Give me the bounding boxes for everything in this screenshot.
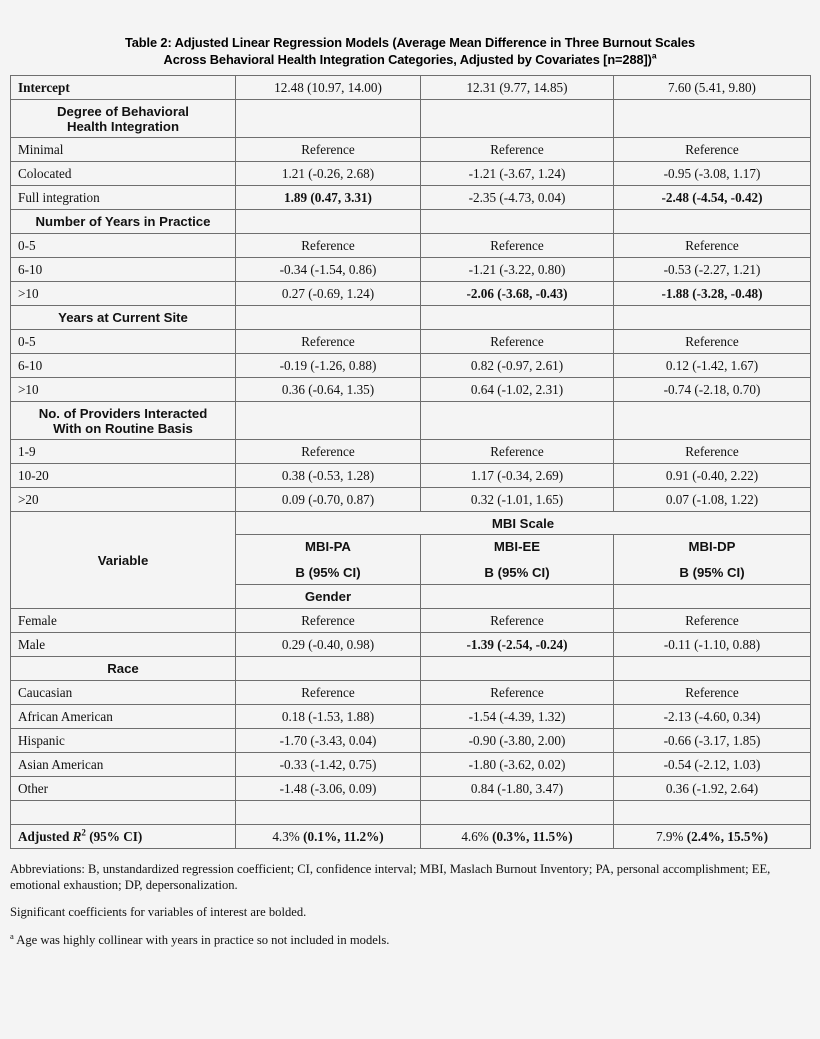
row-value: Reference	[685, 684, 739, 700]
section-empty-cell	[614, 306, 811, 330]
section-label-line-1: Race	[107, 661, 139, 676]
row-value-cell	[421, 162, 614, 186]
row-value-cell	[236, 729, 421, 753]
title-line-2: Across Behavioral Health Integration Categories, Adjusted by Covariates [n=288])	[163, 52, 652, 67]
row-value-cell	[421, 330, 614, 354]
page-title	[0, 0, 820, 75]
row-value-cell	[614, 729, 811, 753]
row-label: >10	[11, 282, 236, 306]
row-value: Reference	[490, 237, 544, 253]
row-value: Reference	[301, 333, 355, 349]
section-empty-cell	[614, 585, 811, 609]
blank-cell	[614, 801, 811, 825]
table-section-row	[11, 306, 811, 330]
header-column-mbi-pa	[236, 535, 421, 585]
rsquared-exponent: 2	[81, 827, 86, 838]
note-footnote-marker: a	[10, 930, 14, 941]
row-value-cell	[614, 464, 811, 488]
row-label: 6-10	[11, 258, 236, 282]
header-column-sub: B (95% CI)	[484, 565, 550, 580]
section-empty-cell	[236, 306, 421, 330]
row-value: 0.18 (-1.53, 1.88)	[281, 708, 375, 724]
row-value-cell	[614, 488, 811, 512]
row-value: 0.91 (-0.40, 2.22)	[665, 467, 759, 483]
row-value-cell	[614, 138, 811, 162]
row-label: >20	[11, 488, 236, 512]
row-value-cell	[236, 354, 421, 378]
row-value: Reference	[685, 333, 739, 349]
row-value-cell	[236, 633, 421, 657]
row-value-cell	[236, 440, 421, 464]
section-label	[11, 402, 236, 440]
rsquared-value-cell	[614, 825, 811, 849]
table-row	[11, 464, 811, 488]
section-empty-cell	[421, 585, 614, 609]
row-value: Reference	[490, 141, 544, 157]
section-label	[11, 210, 236, 234]
row-label: 10-20	[11, 464, 236, 488]
rsquared-label-suffix: (95% CI)	[85, 828, 143, 844]
row-value: Reference	[490, 333, 544, 349]
row-value: Reference	[685, 237, 739, 253]
table-row	[11, 234, 811, 258]
note-abbreviations: Abbreviations: B, unstandardized regression coefficient; CI, confidence interval; MBI, Maslach Burnout Inventory; PA, personal accomplishment; EE, emotional exhaustion; DP, depersonalization.	[10, 862, 771, 892]
table-row	[11, 186, 811, 210]
row-label: >10	[11, 378, 236, 402]
row-value: -2.35 (-4.73, 0.04)	[468, 189, 566, 205]
section-empty-cell	[421, 306, 614, 330]
row-value-cell	[614, 234, 811, 258]
row-label: 0-5	[11, 330, 236, 354]
row-value: 0.09 (-0.70, 0.87)	[281, 491, 375, 507]
table-row	[11, 777, 811, 801]
row-value: -0.33 (-1.42, 0.75)	[279, 756, 377, 772]
regression-table	[10, 75, 811, 849]
row-value-cell	[421, 378, 614, 402]
table-row	[11, 681, 811, 705]
row-value-cell	[614, 354, 811, 378]
rsquared-value-plain: 7.9%	[655, 828, 687, 844]
table-row	[11, 729, 811, 753]
section-empty-cell	[421, 657, 614, 681]
row-label: 1-9	[11, 440, 236, 464]
row-value: Reference	[685, 612, 739, 628]
row-value-cell	[421, 488, 614, 512]
table-row	[11, 162, 811, 186]
row-label: 0-5	[11, 234, 236, 258]
row-label: Intercept	[11, 76, 236, 100]
row-value-cell	[614, 753, 811, 777]
section-label-line-1: Degree of Behavioral	[57, 103, 189, 119]
row-value-cell	[421, 633, 614, 657]
row-value: Reference	[301, 237, 355, 253]
row-label: Full integration	[11, 186, 236, 210]
table-row	[11, 705, 811, 729]
section-label-line-1: No. of Providers Interacted	[38, 405, 208, 421]
section-empty-cell	[421, 210, 614, 234]
row-value: -1.54 (-4.39, 1.32)	[468, 708, 566, 724]
row-value-cell	[236, 76, 421, 100]
blank-cell	[11, 801, 236, 825]
rsquared-value-ci: (0.3%, 11.5%)	[492, 828, 573, 844]
table-row	[11, 282, 811, 306]
row-value: -0.74 (-2.18, 0.70)	[663, 381, 761, 397]
row-value-cell	[614, 440, 811, 464]
rsquared-value-cell	[236, 825, 421, 849]
section-empty-cell	[236, 100, 421, 138]
table-row	[11, 76, 811, 100]
row-value-cell	[236, 162, 421, 186]
row-value-cell	[614, 633, 811, 657]
table-blank-row	[11, 801, 811, 825]
section-empty-cell	[236, 210, 421, 234]
row-value: Reference	[490, 443, 544, 459]
header-column-name: MBI-PA	[305, 539, 351, 554]
row-value-cell	[236, 330, 421, 354]
header-column-sub: B (95% CI)	[679, 565, 745, 580]
row-value: -1.88 (-3.28, -0.48)	[661, 285, 763, 301]
row-value: Reference	[490, 612, 544, 628]
row-value-cell	[421, 234, 614, 258]
section-label	[11, 100, 236, 138]
row-value-cell	[614, 777, 811, 801]
note-footnote-a	[10, 930, 810, 949]
table-row	[11, 633, 811, 657]
table-section-row	[11, 657, 811, 681]
blank-cell	[421, 801, 614, 825]
row-value-cell	[421, 464, 614, 488]
row-value-cell	[421, 777, 614, 801]
row-value-cell	[614, 330, 811, 354]
row-value: 12.48 (10.97, 14.00)	[274, 79, 382, 95]
row-value-cell	[236, 464, 421, 488]
row-value: 0.32 (-1.01, 1.65)	[470, 491, 564, 507]
row-value-cell	[614, 681, 811, 705]
row-value-cell	[421, 282, 614, 306]
table-row	[11, 354, 811, 378]
blank-cell	[236, 801, 421, 825]
header-column-name: MBI-DP	[688, 539, 736, 554]
section-label	[236, 585, 421, 609]
section-label-line-1: Gender	[304, 589, 352, 604]
row-value-cell	[614, 378, 811, 402]
row-label: Colocated	[11, 162, 236, 186]
row-value-cell	[236, 753, 421, 777]
row-label: African American	[11, 705, 236, 729]
row-value-cell	[421, 138, 614, 162]
row-value: 0.36 (-1.92, 2.64)	[665, 780, 759, 796]
section-label-line-1: Years at Current Site	[58, 310, 188, 325]
header-variable: Variable	[11, 512, 236, 609]
table-row	[11, 753, 811, 777]
row-value-cell	[236, 138, 421, 162]
row-value: 0.36 (-0.64, 1.35)	[281, 381, 375, 397]
row-value: -0.34 (-1.54, 0.86)	[279, 261, 377, 277]
row-value-cell	[236, 282, 421, 306]
row-value-cell	[236, 777, 421, 801]
note-footnote-text: Age was highly collinear with years in practice so not included in models.	[13, 932, 390, 947]
row-value: 7.60 (5.41, 9.80)	[668, 79, 756, 95]
section-label-line-2: Health Integration	[66, 118, 180, 134]
row-value-cell	[236, 488, 421, 512]
row-label: Caucasian	[11, 681, 236, 705]
row-value: 1.17 (-0.34, 2.69)	[470, 467, 564, 483]
row-value: -0.95 (-3.08, 1.17)	[663, 165, 761, 181]
row-value: 0.82 (-0.97, 2.61)	[470, 357, 564, 373]
rsquared-label-prefix: Adjusted	[18, 828, 73, 844]
row-value-cell	[236, 609, 421, 633]
row-value: 1.89 (0.47, 3.31)	[284, 189, 372, 205]
header-column-name: MBI-EE	[493, 539, 541, 554]
row-value-cell	[421, 681, 614, 705]
rsquared-label	[11, 825, 236, 849]
row-label: Female	[11, 609, 236, 633]
row-value-cell	[614, 705, 811, 729]
section-empty-cell	[236, 402, 421, 440]
row-value-cell	[614, 282, 811, 306]
table-row	[11, 609, 811, 633]
section-empty-cell	[614, 657, 811, 681]
row-value: -2.13 (-4.60, 0.34)	[663, 708, 761, 724]
row-value: -1.39 (-2.54, -0.24)	[466, 636, 568, 652]
table-body	[11, 76, 811, 849]
row-value: Reference	[685, 443, 739, 459]
row-value: 1.21 (-0.26, 2.68)	[281, 165, 375, 181]
row-value-cell	[236, 378, 421, 402]
row-value: Reference	[685, 141, 739, 157]
table-notes	[10, 862, 810, 948]
table-rsquared-row	[11, 825, 811, 849]
row-value-cell	[421, 258, 614, 282]
row-label: Asian American	[11, 753, 236, 777]
row-value: 0.84 (-1.80, 3.47)	[470, 780, 564, 796]
row-value: Reference	[490, 684, 544, 700]
row-value-cell	[236, 705, 421, 729]
title-footnote-marker: a	[651, 50, 657, 61]
section-empty-cell	[614, 100, 811, 138]
row-value: -1.21 (-3.67, 1.24)	[468, 165, 566, 181]
row-value: -0.19 (-1.26, 0.88)	[279, 357, 377, 373]
row-value: Reference	[301, 684, 355, 700]
header-scale-group: MBI Scale	[236, 512, 811, 535]
row-value-cell	[614, 76, 811, 100]
row-value: -2.48 (-4.54, -0.42)	[661, 189, 763, 205]
row-value: -0.66 (-3.17, 1.85)	[663, 732, 761, 748]
table-row	[11, 258, 811, 282]
rsquared-value-ci: (0.1%, 11.2%)	[303, 828, 384, 844]
row-value: 0.38 (-0.53, 1.28)	[281, 467, 375, 483]
row-value: 0.29 (-0.40, 0.98)	[281, 636, 375, 652]
row-value-cell	[421, 753, 614, 777]
rsquared-value-cell	[421, 825, 614, 849]
row-label: Other	[11, 777, 236, 801]
table-row	[11, 378, 811, 402]
row-value: 0.64 (-1.02, 2.31)	[470, 381, 564, 397]
header-column-sub: B (95% CI)	[295, 565, 361, 580]
rsquared-symbol: R	[72, 828, 82, 844]
section-empty-cell	[421, 100, 614, 138]
row-value-cell	[614, 186, 811, 210]
row-label: 6-10	[11, 354, 236, 378]
row-value-cell	[421, 354, 614, 378]
rsquared-value-plain: 4.3%	[272, 828, 304, 844]
table-section-row	[11, 402, 811, 440]
table-section-row	[11, 210, 811, 234]
row-value-cell	[421, 186, 614, 210]
note-significance: Significant coefficients for variables of interest are bolded.	[10, 905, 307, 919]
row-value: Reference	[301, 443, 355, 459]
row-value: -0.11 (-1.10, 0.88)	[663, 636, 761, 652]
row-value: -1.70 (-3.43, 0.04)	[279, 732, 377, 748]
section-empty-cell	[236, 657, 421, 681]
row-value: -1.80 (-3.62, 0.02)	[468, 756, 566, 772]
row-value-cell	[236, 186, 421, 210]
row-value-cell	[236, 258, 421, 282]
row-value: 12.31 (9.77, 14.85)	[466, 79, 568, 95]
row-value: -2.06 (-3.68, -0.43)	[466, 285, 568, 301]
table-row	[11, 440, 811, 464]
header-column-mbi-dp	[614, 535, 811, 585]
header-column-mbi-ee	[421, 535, 614, 585]
row-value-cell	[421, 609, 614, 633]
row-value: -1.48 (-3.06, 0.09)	[279, 780, 377, 796]
section-label-line-2: With on Routine Basis	[53, 420, 193, 436]
row-value: -0.90 (-3.80, 2.00)	[468, 732, 566, 748]
row-label: Minimal	[11, 138, 236, 162]
row-value-cell	[614, 162, 811, 186]
section-empty-cell	[421, 402, 614, 440]
section-label-line-1: Number of Years in Practice	[35, 214, 211, 229]
row-value-cell	[421, 729, 614, 753]
row-value: -0.53 (-2.27, 1.21)	[663, 261, 761, 277]
table-row	[11, 488, 811, 512]
row-value: -0.54 (-2.12, 1.03)	[663, 756, 761, 772]
row-value: Reference	[301, 141, 355, 157]
section-empty-cell	[614, 210, 811, 234]
row-value: -1.21 (-3.22, 0.80)	[468, 261, 566, 277]
table-row	[11, 138, 811, 162]
row-value: Reference	[301, 612, 355, 628]
table-section-row	[11, 100, 811, 138]
row-value-cell	[236, 681, 421, 705]
section-empty-cell	[614, 402, 811, 440]
section-label	[11, 306, 236, 330]
rsquared-value-plain: 4.6%	[461, 828, 493, 844]
row-value-cell	[614, 609, 811, 633]
row-value-cell	[614, 258, 811, 282]
title-line-1: Table 2: Adjusted Linear Regression Models (Average Mean Difference in Three Burnout Scales	[125, 35, 695, 50]
row-value-cell	[421, 440, 614, 464]
row-value-cell	[421, 705, 614, 729]
row-value: 0.27 (-0.69, 1.24)	[281, 285, 375, 301]
row-value: 0.12 (-1.42, 1.67)	[665, 357, 759, 373]
row-value: 0.07 (-1.08, 1.22)	[665, 491, 759, 507]
row-value-cell	[236, 234, 421, 258]
section-label	[11, 657, 236, 681]
table-header-row-scale	[11, 512, 811, 535]
rsquared-value-ci: (2.4%, 15.5%)	[686, 828, 769, 844]
table-row	[11, 330, 811, 354]
row-value-cell	[421, 76, 614, 100]
row-label: Male	[11, 633, 236, 657]
row-label: Hispanic	[11, 729, 236, 753]
